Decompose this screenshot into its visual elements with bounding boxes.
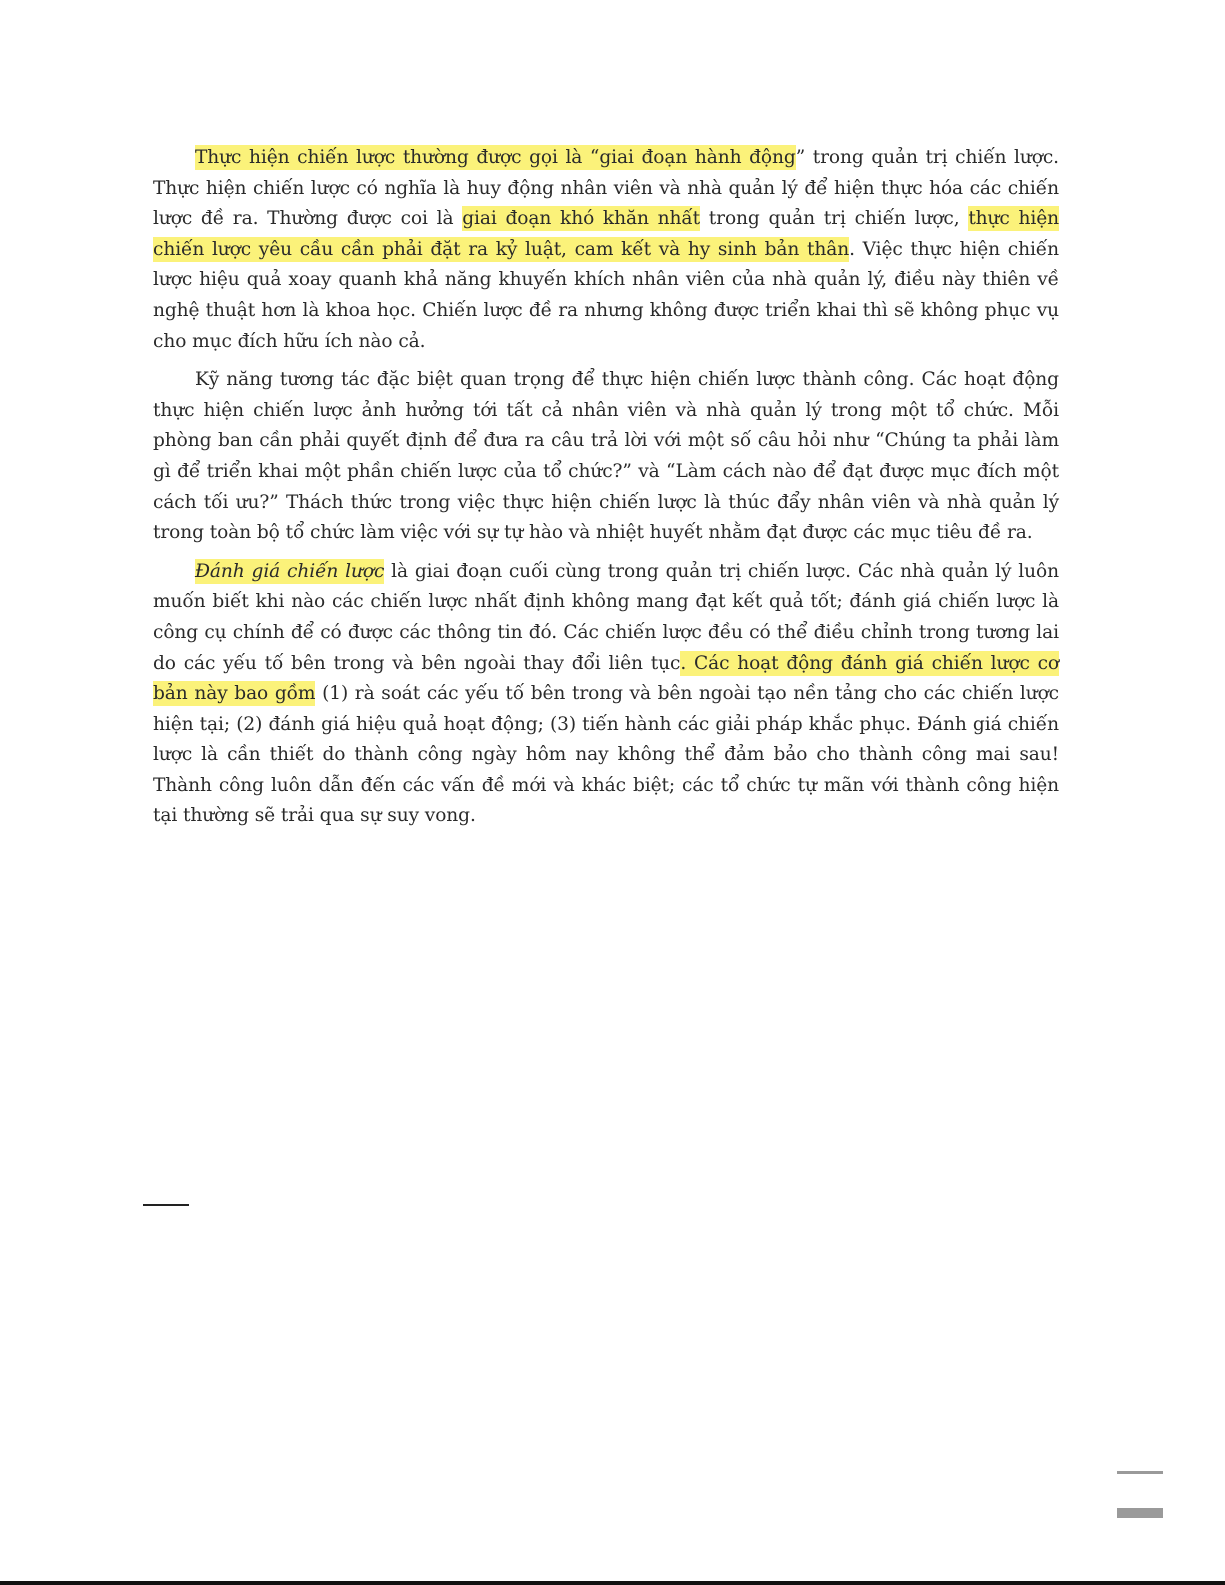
highlighted-term: Đánh giá chiến lược — [195, 560, 385, 582]
body-text: (1) rà soát các yếu tố bên trong và bên ngoài tạo nền tảng cho các chiến lược hiện tại; (2) đánh giá hiệu quả hoạt động; (3) tiến hành các giải pháp khắc phục. Đánh giá chiến lược là cần thiết do thành công ngày hôm nay không thể đảm bảo cho thành công mai sau! Thành công luôn dẫn đến các vấn đề mới và khác biệt; các tổ chức tự mãn với thành công hiện tại thường sẽ trải qua sự suy vong. — [153, 683, 1059, 827]
body-text: trong quản trị chiến lược, — [700, 208, 969, 230]
body-text: . Việc thực hiện chiến lược hiệu quả xoay quanh khả năng khuyến khích nhân viên của nhà quản lý, điều này thiên về nghệ thuật hơn là khoa học. Chiến lược đề ra nhưng không được triển khai thì sẽ không phục vụ cho mục đích hữu ích nào cả. — [153, 238, 1060, 352]
page-bottom-border — [0, 1581, 1225, 1585]
paragraph-implementation — [153, 143, 1059, 357]
page-body — [153, 143, 1059, 840]
highlighted-text: Thực hiện chiến lược thường được gọi là “giai đoạn hành động — [195, 147, 796, 168]
body-text: Kỹ năng tương tác đặc biệt quan trọng để thực hiện chiến lược thành công. Các hoạt động thực hiện chiến lược ảnh hưởng tới tất cả nhân viên và nhà quản lý trong một tổ chức. Mỗi phòng ban cần phải quyết định để đưa ra câu trả lời với một số câu hỏi như “Chúng ta phải làm gì để triển khai một phần chiến lược của tổ chức?” và “Làm cách nào để đạt được mục đích một cách tối ưu?” Thách thức trong việc thực hiện chiến lược là thúc đẩy nhân viên và nhà quản lý trong toàn bộ tổ chức làm việc với sự tự hào và nhiệt huyết nhằm đạt được các mục tiêu đề ra. — [153, 369, 1059, 544]
highlighted-text: . Các hoạt động đánh giá chiến lược cơ bản này bao gồm — [153, 652, 1059, 705]
highlighted-text: thực hiện chiến lược yêu cầu cần phải đặt ra kỷ luật, cam kết và hy sinh bản thân — [153, 208, 1060, 260]
highlighted-text: giai đoạn khó khăn nhất — [462, 208, 701, 230]
body-text: là giai đoạn cuối cùng trong quản trị chiến lược. Các nhà quản lý luôn muốn biết khi nào các chiến lược nhất định không mang đạt kết quả tốt; đánh giá chiến lược là công cụ chính để có được các thông tin đó. Các chiến lược đều có thể điều chỉnh trong tương lai do các yếu tố bên trong và bên ngoài thay đổi liên tục — [153, 560, 1060, 674]
corner-mark-thick — [1117, 1508, 1163, 1518]
corner-mark-thin — [1117, 1471, 1163, 1474]
body-text: ” trong quản trị chiến lược. Thực hiện chiến lược có nghĩa là huy động nhân viên và nhà quản lý để hiện thực hóa các chiến lược đề ra. Thường được coi là — [153, 147, 1059, 230]
paragraph-interaction-skills — [153, 365, 1059, 549]
paragraph-evaluation — [153, 557, 1059, 832]
footnote-rule — [143, 1204, 189, 1206]
